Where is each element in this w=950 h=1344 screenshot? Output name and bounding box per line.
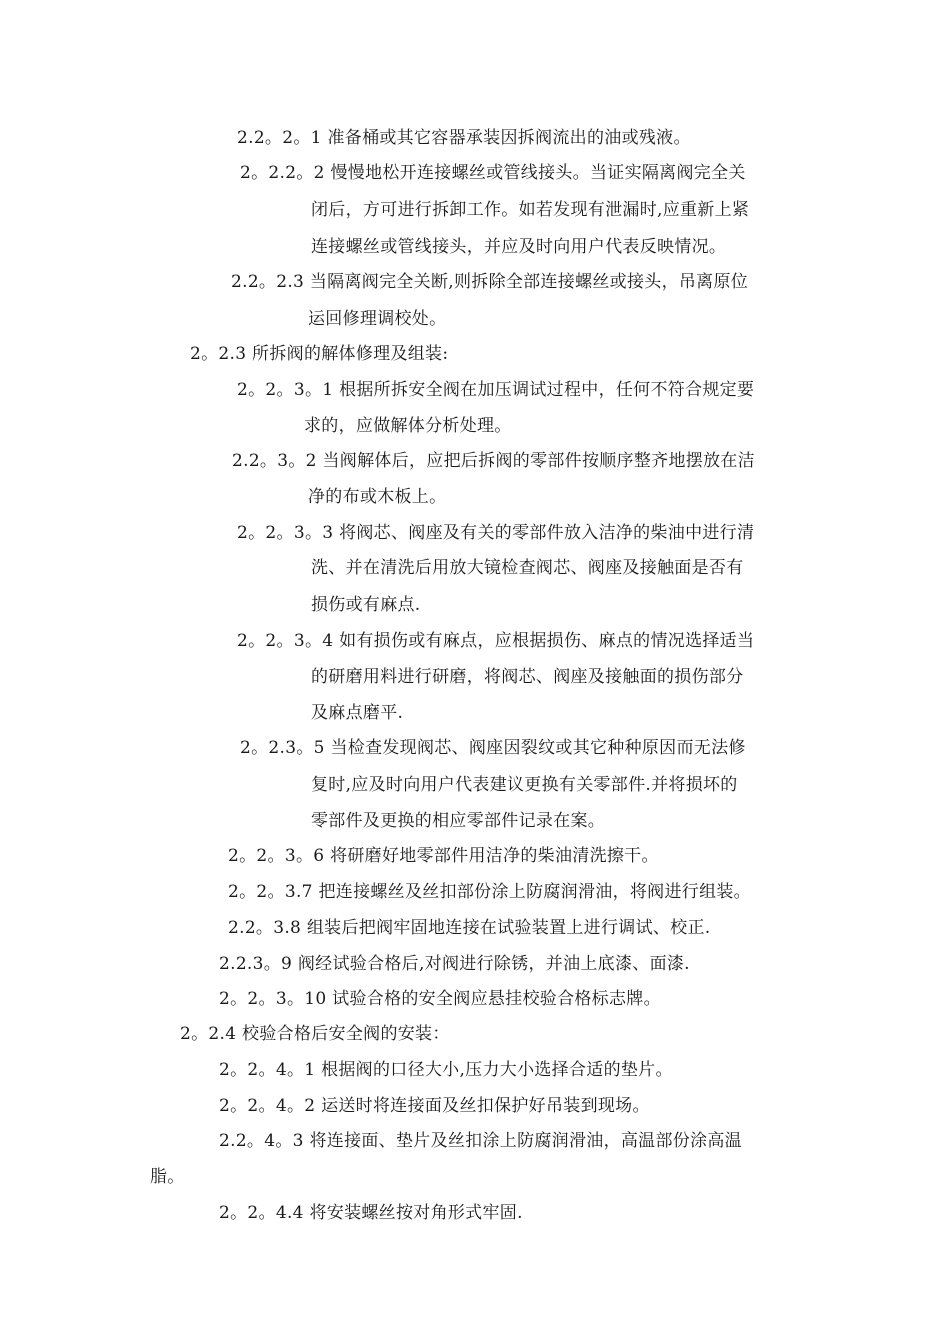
text-line: 2。2。3。10 试验合格的安全阀应悬挂校验合格标志牌。 <box>219 989 661 1009</box>
section-heading: 2。2.4 校验合格后安全阀的安装： <box>180 1024 450 1044</box>
text-line: 2。2。3。1 根据所拆安全阀在加压调试过程中，任何不符合规定要 <box>237 380 755 400</box>
text-line: 洗、并在清洗后用放大镜检查阀芯、阀座及接触面是否有 <box>311 558 744 578</box>
text-line: 2。2。4。2 运送时将连接面及丝扣保护好吊装到现场。 <box>219 1096 650 1116</box>
text-line: 零部件及更换的相应零部件记录在案。 <box>311 811 606 831</box>
text-line: 闭后，方可进行拆卸工作。如若发现有泄漏时,应重新上紧 <box>311 200 750 220</box>
text-line: 2.2。3。2 当阀解体后，应把后拆阀的零部件按顺序整齐地摆放在洁 <box>232 451 755 471</box>
section-heading: 2。2.3 所拆阀的解体修理及组装: <box>190 344 449 364</box>
text-line: 2。2。3。6 将研磨好地零部件用洁净的柴油清洗擦干。 <box>228 846 659 866</box>
text-line: 2。2。3。4 如有损伤或有麻点，应根据损伤、麻点的情况选择适当 <box>237 631 755 651</box>
text-line: 2.2。2。1 准备桶或其它容器承装因拆阀流出的油或残液。 <box>237 128 691 148</box>
text-line: 2。2。3。3 将阀芯、阀座及有关的零部件放入洁净的柴油中进行清 <box>237 523 755 543</box>
text-line: 2。2。4.4 将安装螺丝按对角形式牢固. <box>219 1203 523 1223</box>
text-line: 损伤或有麻点. <box>311 595 421 615</box>
text-line: 脂。 <box>150 1167 185 1187</box>
text-line: 2。2。3.7 把连接螺丝及丝扣部份涂上防腐润滑油，将阀进行组装。 <box>228 882 751 902</box>
text-line: 净的布或木板上。 <box>308 487 447 507</box>
text-line: 复时,应及时向用户代表建议更换有关零部件.并将损坏的 <box>311 775 738 795</box>
text-line: 求的，应做解体分析处理。 <box>304 416 512 436</box>
text-line: 2.2.3。9 阀经试验合格后,对阀进行除锈，并油上底漆、面漆. <box>219 954 690 974</box>
text-line: 2.2。3.8 组装后把阀牢固地连接在试验装置上进行调试、校正. <box>228 918 711 938</box>
text-line: 连接螺丝或管线接头，并应及时向用户代表反映情况。 <box>311 237 727 257</box>
text-line: 2.2。4。3 将连接面、垫片及丝扣涂上防腐润滑油，高温部份涂高温 <box>219 1131 742 1151</box>
text-line: 2。2.2。2 慢慢地松开连接螺丝或管线接头。当证实隔离阀完全关 <box>240 163 746 183</box>
text-line: 及麻点磨平. <box>311 703 404 723</box>
text-line: 2。2.3。5 当检查发现阀芯、阀座因裂纹或其它种种原因而无法修 <box>240 738 746 758</box>
text-line: 2.2。2.3 当隔离阀完全关断,则拆除全部连接螺丝或接头，吊离原位 <box>231 272 749 292</box>
text-line: 2。2。4。1 根据阀的口径大小,压力大小选择合适的垫片。 <box>219 1060 673 1080</box>
text-line: 运回修理调校处。 <box>308 309 447 329</box>
text-line: 的研磨用料进行研磨，将阀芯、阀座及接触面的损伤部分 <box>311 667 744 687</box>
